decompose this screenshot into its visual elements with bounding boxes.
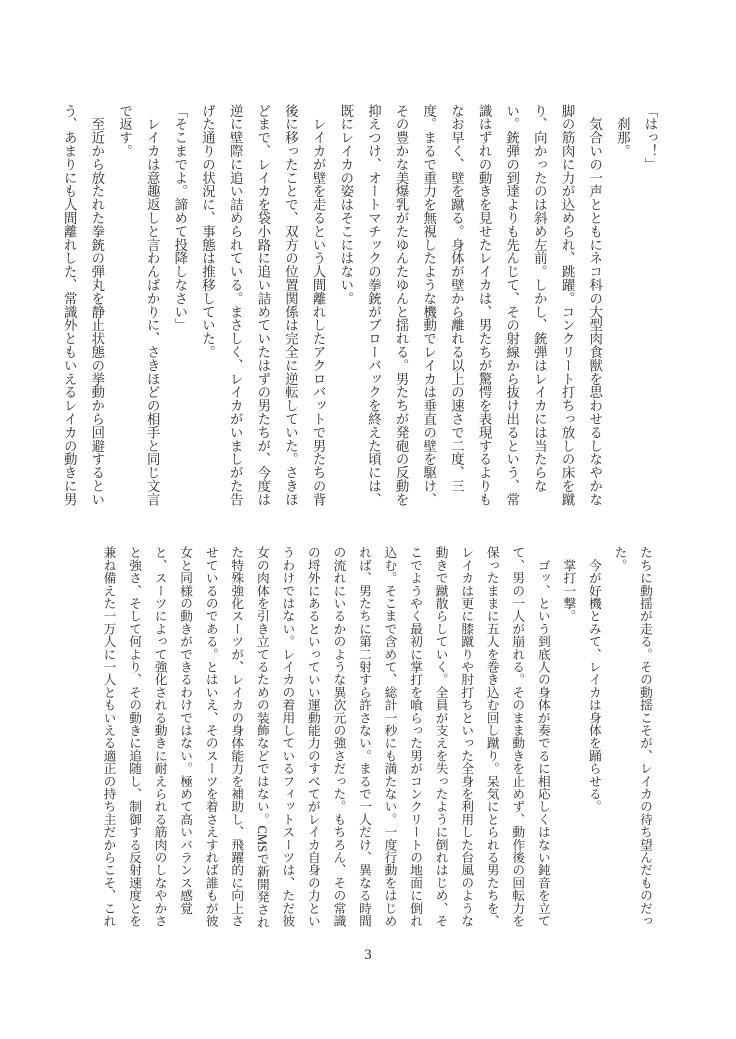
text-column: た特殊強化スーツが、レイカの身体能力を補助し、飛躍的に向上さ bbox=[229, 546, 244, 927]
text-column: て、男の一人が崩れる。そのまま動きを止めず、動作後の回転力を bbox=[510, 546, 525, 927]
text-column: 既にレイカの姿はそこにはない。 bbox=[338, 104, 354, 305]
text-column: 後に移ったことで、双方の位置関係は完全に逆転していた。さきほ bbox=[283, 104, 299, 506]
text-column: 至近から放たれた拳銃の弾丸を静止状態の挙動から回避するとい bbox=[89, 104, 105, 506]
text-column: 抑えつけ、オートマチックの拳銃がブローバックを終えた頃には、 bbox=[366, 104, 382, 506]
page-number: 3 bbox=[364, 947, 372, 963]
text-column: どまで、レイカを袋小路に追い詰めていたはずの男たちが、今度は bbox=[255, 104, 271, 506]
text-column: れば、男たちに第二射すら許さない。まるで一人だけ、異なる時間 bbox=[356, 546, 371, 927]
text-column: 今が好機とみて、レイカは身体を踊らせる。 bbox=[586, 546, 601, 813]
text-column: い。銃弾の到達よりも先んじて、その射線から抜け出るという、常 bbox=[504, 104, 520, 506]
text-column: 気合いの一声とともにネコ科の大型肉食獣を思わせるしなやかな bbox=[587, 104, 603, 506]
text-column: 識はずれの動きを見せたレイカは、男たちが驚愕を表現するよりも bbox=[477, 104, 493, 506]
text-column: こでようやく最初に掌打を喰らった男がコンクリートの地面に倒れ bbox=[408, 546, 423, 927]
text-column: 女と同様の動きができるわけではない。極めて高いバランス感覚 bbox=[178, 546, 193, 915]
text-column: の埒外にあるといっていい運動能力のすべてがレイカ自身の力とい bbox=[305, 546, 320, 927]
text-column: 女の肉体を引き立てるための装飾などではない。CMSで新開発され bbox=[254, 546, 269, 928]
text-column: 「そこまでよ。諦めて投降しなさい」 bbox=[172, 104, 188, 332]
text-column: 保ったままに五人を巻き込む回し蹴り。呆気にとられる男たちを、 bbox=[484, 546, 499, 927]
text-column: と、スーツによって強化される動きに耐えられる筋肉のしなやかさ bbox=[152, 546, 167, 927]
text-column: なお早く、壁を蹴る。身体が壁から離れる以上の速さで二度、三 bbox=[449, 104, 465, 493]
text-column: 度。まるで重力を無視したような機動でレイカは垂直の壁を駆け、 bbox=[421, 104, 437, 506]
text-column: 動きで蹴散らしていく。全員が支えを失ったように倒れはじめ、そ bbox=[433, 546, 448, 927]
text-column: レイカが壁を走るという人間離れしたアクロバットで男たちの背 bbox=[311, 104, 327, 506]
bottom-text-block bbox=[95, 546, 657, 928]
text-column: レイカは更に膝蹴りや肘打ちといった全身を利用した台風のような bbox=[459, 546, 474, 927]
text-column: 「はっ！」 bbox=[643, 104, 658, 171]
text-column: せているのである。とはいえ、そのスーツを着さえすれば誰もが彼 bbox=[203, 546, 218, 927]
text-column: う、あまりにも人間離れした、常識外ともいえるレイカの動きに男 bbox=[62, 104, 78, 506]
text-column: 兼ね備えた一万人に一人ともいえる適正の持ち主だからこそ、これ bbox=[101, 546, 116, 927]
text-column: ゴッ、という到底人の身体が奏でるに相応しくはない鈍音を立て bbox=[535, 546, 550, 927]
text-column: り、向かったのは斜め左前。しかし、銃弾はレイカには当たらな bbox=[532, 104, 548, 493]
text-column: 刹那。 bbox=[615, 104, 631, 158]
text-column: 掌打一撃。 bbox=[561, 546, 576, 623]
text-column: レイカは意趣返しと言わんばかりに、さきほどの相手と同じ文言 bbox=[145, 104, 161, 506]
top-text-block bbox=[55, 104, 664, 510]
text-column: 込む。そこまで含めて、総計一秒にも満たない。一度行動をはじめ bbox=[382, 546, 397, 927]
text-column: 逆に壁際に追い詰められている。まさしく、レイカがいましがた告 bbox=[228, 104, 244, 506]
text-column: その豊かな美爆乳がたゆんたゆんと揺れる。男たちが発砲の反動を bbox=[394, 104, 410, 506]
text-column: で返す。 bbox=[117, 104, 133, 158]
text-column: 脚の筋肉に力が込められ、跳躍。コンクリート打ちっ放しの床を蹴 bbox=[560, 104, 576, 506]
text-column: たちに動揺が走る。その動揺こそが、レイカの待ち望んだものだっ bbox=[638, 546, 652, 927]
text-column: た。 bbox=[612, 546, 627, 572]
text-column: の流れにいるかのような異次元の強さだった。もちろん、その常識 bbox=[331, 546, 346, 927]
text-column: と強さ、そして何より、その動きに追随し、制御する反射速度とを bbox=[127, 546, 142, 927]
text-column: うわけではない。レイカの着用しているフィットスーツは、ただ彼 bbox=[280, 546, 295, 927]
text-column: げた通りの状況に、事態は推移していた。 bbox=[200, 104, 216, 359]
